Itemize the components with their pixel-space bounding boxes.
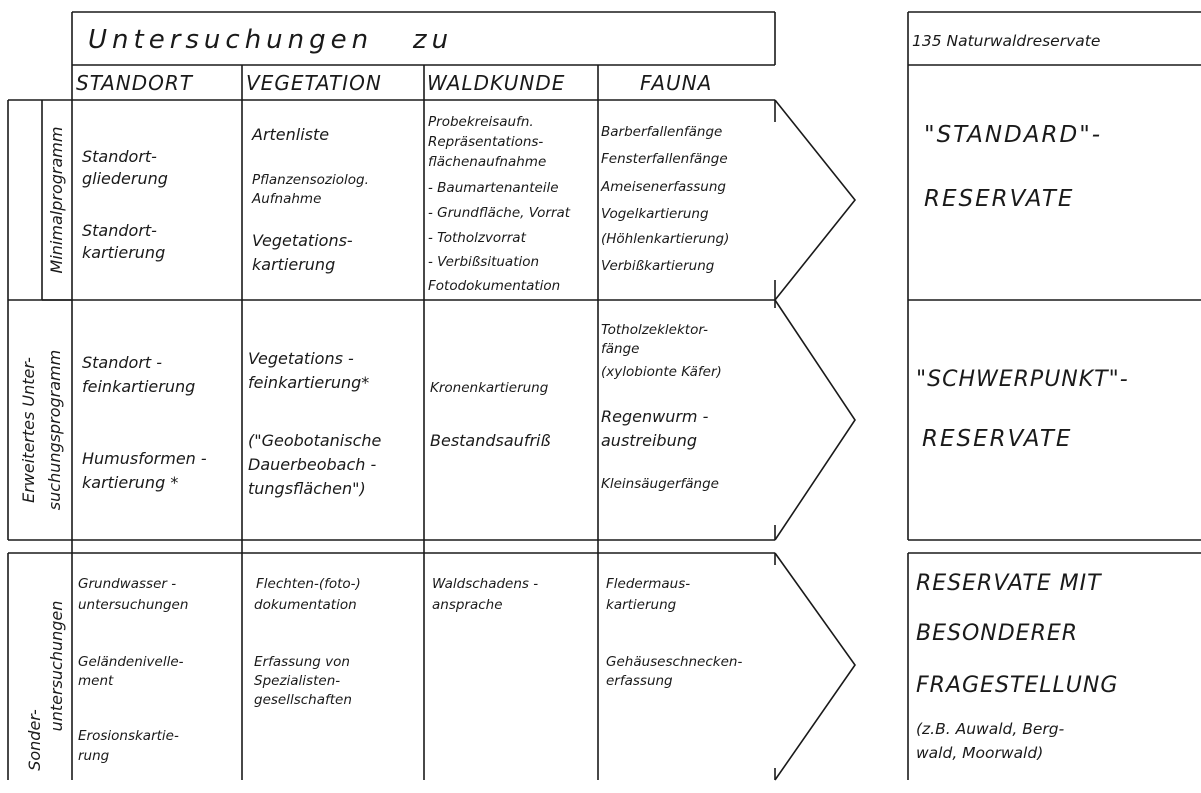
special-reserves-line4: (z.B. Auwald, Berg-: [916, 720, 1065, 738]
cell-text: kartierung: [82, 243, 166, 262]
cell-text: Standort -: [82, 353, 163, 372]
header-waldkunde: WALDKUNDE: [427, 71, 566, 95]
cell-text: Kronenkartierung: [430, 380, 549, 396]
cell-text: Humusformen -: [82, 449, 207, 468]
arrow-erweitert: [775, 300, 855, 540]
arrow-sonder: [775, 553, 855, 780]
cell-text: Kleinsäugerfänge: [601, 476, 719, 492]
cell-text: erfassung: [606, 673, 673, 689]
cell-text: Fledermaus-: [606, 576, 691, 592]
cell-text: rung: [78, 748, 110, 764]
cell-text: Probekreisaufn.: [428, 114, 534, 130]
cell-text: fänge: [601, 341, 640, 357]
special-reserves-line5: wald, Moorwald): [916, 744, 1044, 762]
row-erweitert: [82, 322, 722, 498]
row-minimal: [82, 114, 729, 294]
cell-text: Repräsentations-: [428, 134, 544, 150]
header-standort: STANDORT: [76, 71, 193, 95]
cell-text: Fotodokumentation: [428, 278, 561, 294]
cell-text: ("Geobotanische: [248, 431, 382, 450]
cell-text: flächenaufnahme: [428, 154, 547, 170]
cell-text: Fensterfallenfänge: [601, 151, 728, 167]
cell-text: feinkartierung: [82, 377, 196, 396]
arrow-minimal: [775, 100, 855, 300]
cell-text: dokumentation: [254, 597, 357, 613]
cell-text: Geländenivelle-: [78, 654, 184, 670]
arrows: [775, 100, 855, 780]
cell-text: Artenliste: [252, 125, 330, 144]
special-reserves-line2: BESONDERER: [916, 621, 1079, 646]
side-label-minimalprogramm: Minimalprogramm: [47, 126, 66, 274]
cell-text: Aufnahme: [252, 191, 322, 207]
right-panel: [912, 32, 1129, 762]
cell-text: - Grundfläche, Vorrat: [428, 205, 571, 221]
focus-reserves-line2: RESERVATE: [922, 426, 1073, 452]
cell-text: - Verbißsituation: [428, 254, 540, 270]
focus-reserves-line1: "SCHWERPUNKT"-: [916, 367, 1129, 392]
reserve-count-header: 135 Naturwaldreservate: [912, 32, 1101, 50]
cell-text: untersuchungen: [78, 597, 189, 613]
cell-text: (xylobionte Käfer): [601, 364, 722, 380]
cell-text: Vegetations-: [252, 231, 353, 250]
cell-text: Grundwasser -: [78, 576, 177, 592]
cell-text: Spezialisten-: [254, 673, 341, 689]
side-label-erweitert-line2: suchungsprogramm: [45, 349, 64, 511]
cell-text: ment: [78, 673, 114, 689]
cell-text: Flechten-(foto-): [256, 576, 361, 592]
standard-reserves-line2: RESERVATE: [924, 186, 1075, 212]
cell-text: gliederung: [82, 169, 168, 188]
cell-text: feinkartierung*: [248, 373, 370, 392]
cell-text: Ameisenerfassung: [601, 179, 726, 195]
cell-text: Dauerbeobach -: [248, 455, 377, 474]
side-label-erweitert-line1: Erweitertes Unter-: [19, 357, 38, 503]
cell-text: Verbißkartierung: [601, 258, 715, 274]
header-vegetation: VEGETATION: [246, 71, 382, 95]
cell-text: kartierung *: [82, 473, 179, 492]
cell-text: kartierung: [252, 255, 336, 274]
special-reserves-line1: RESERVATE MIT: [916, 571, 1102, 596]
cell-text: Barberfallenfänge: [601, 124, 723, 140]
standard-reserves-line1: "STANDARD"-: [924, 122, 1103, 148]
cell-text: Totholzeklektor-: [601, 322, 709, 338]
cell-text: Waldschadens -: [432, 576, 539, 592]
cell-text: ansprache: [432, 597, 503, 613]
cell-text: Standort-: [82, 147, 157, 166]
cell-text: Standort-: [82, 221, 157, 240]
cell-text: Gehäuseschnecken-: [606, 654, 743, 670]
side-label-sonder-line1: Sonder-: [25, 709, 44, 771]
cell-text: Vegetations -: [248, 349, 354, 368]
cell-text: Regenwurm -: [601, 407, 709, 426]
side-label-sonder-line2: untersuchungen: [47, 600, 66, 732]
cell-text: Pflanzensoziolog.: [252, 172, 369, 188]
special-reserves-line3: FRAGESTELLUNG: [916, 673, 1119, 698]
cell-text: tungsflächen"): [248, 479, 366, 498]
header-fauna: FAUNA: [640, 71, 713, 95]
cell-text: Erfassung von: [254, 654, 350, 670]
diagram-title: Untersuchungen zu: [88, 25, 454, 55]
cell-text: - Totholzvorrat: [428, 230, 526, 246]
cell-text: - Baumartenanteile: [428, 180, 559, 196]
cell-text: (Höhlenkartierung): [601, 231, 730, 247]
cell-text: austreibung: [601, 431, 698, 450]
cell-text: Vogelkartierung: [601, 206, 709, 222]
cell-text: kartierung: [606, 597, 677, 613]
cell-text: gesellschaften: [254, 692, 352, 708]
row-sonder: [78, 576, 742, 764]
cell-text: Erosionskartie-: [78, 728, 179, 744]
cell-text: Bestandsaufriß: [430, 431, 551, 450]
